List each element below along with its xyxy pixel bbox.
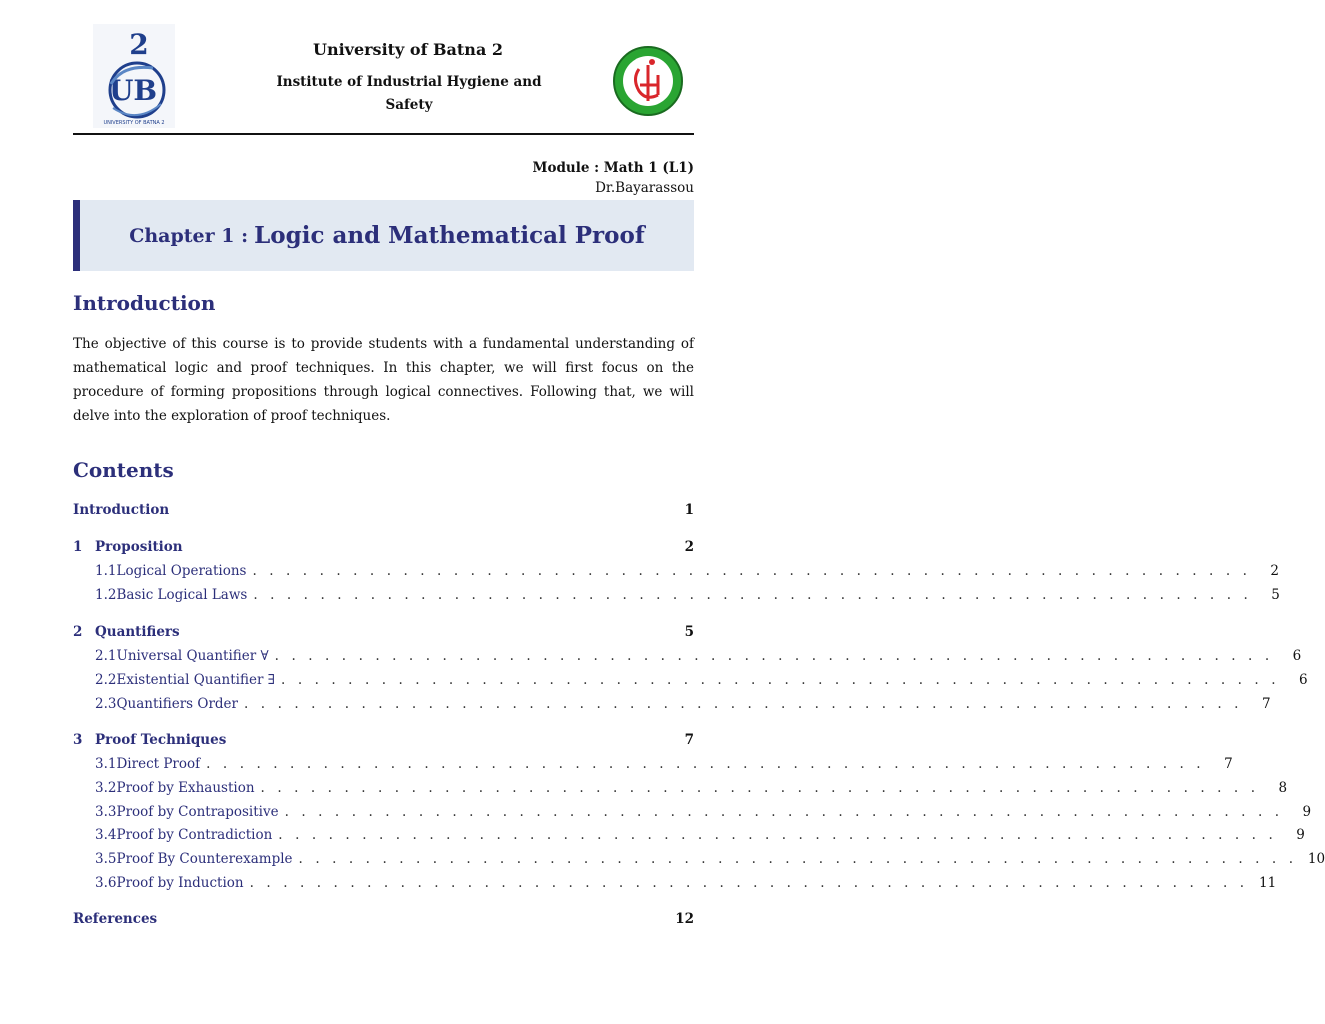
toc-leader-dots: . . . . . . . . . . . . . . . . . . . . . . . . . . . . . . . . . . . . . . . . . . . . . . . . . . . . . . . . . . . . (284, 804, 1284, 820)
toc-entry-section-1[interactable]: 1 Proposition 2 (73, 539, 694, 555)
contents-heading: Contents (73, 458, 174, 482)
author-name: Dr.Bayarassou (595, 180, 694, 196)
toc-entry-1-1[interactable]: 1.1 Logical Operations . . . . . . . . . . . . . . . . . . . . . . . . . . . . . . . . . . . . . . . . . . . . . . . . . . . . . . . . . . . . 2 (95, 563, 1280, 579)
module-name: Module : Math 1 (L1) (532, 160, 694, 176)
toc-leader-dots: . . . . . . . . . . . . . . . . . . . . . . . . . . . . . . . . . . . . . . . . . . . . . . . . . . . . . . . . . . . . (206, 756, 1205, 772)
toc-entry-3-1[interactable]: 3.1 Direct Proof . . . . . . . . . . . . . . . . . . . . . . . . . . . . . . . . . . . . . . . . . . . . . . . . . . . . . . . . . . . . 7 (95, 756, 1233, 772)
toc-entry-section-3[interactable]: 3 Proof Techniques 7 (73, 732, 694, 748)
chapter-accent-bar (73, 200, 80, 271)
svg-text:2: 2 (129, 28, 149, 61)
chapter-heading (80, 200, 694, 271)
institute-logo (612, 45, 684, 117)
module-info (533, 158, 695, 198)
toc-entry-2-1[interactable]: 2.1 Universal Quantifier ∀ . . . . . . . . . . . . . . . . . . . . . . . . . . . . . . . . . . . . . . . . . . . . . . . . . . . . . . . . . . . . 6 (95, 648, 1302, 664)
introduction-heading: Introduction (73, 291, 216, 315)
toc-entry-3-3[interactable]: 3.3 Proof by Contrapositive . . . . . . . . . . . . . . . . . . . . . . . . . . . . . . . . . . . . . . . . . . . . . . . . . . . . . . . . . . . . 9 (95, 804, 1312, 820)
toc-leader-dots: . . . . . . . . . . . . . . . . . . . . . . . . . . . . . . . . . . . . . . . . . . . . . . . . . . . . . . . . . . . . (298, 851, 1298, 867)
toc-entry-references[interactable]: References 12 (73, 911, 694, 927)
toc-leader-dots: . . . . . . . . . . . . . . . . . . . . . . . . . . . . . . . . . . . . . . . . . . . . . . . . . . . . . . . . . . . . (274, 648, 1274, 664)
toc-leader-dots: . . . . . . . . . . . . . . . . . . . . . . . . . . . . . . . . . . . . . . . . . . . . . . . . . . . . . . . . . . . . (252, 563, 1252, 579)
toc-leader-dots: . . . . . . . . . . . . . . . . . . . . . . . . . . . . . . . . . . . . . . . . . . . . . . . . . . . . . . . . . . . . (260, 780, 1260, 796)
institute-name: Institute of Industrial Hygiene and Safety (276, 74, 542, 113)
toc-entry-introduction[interactable]: Introduction 1 (73, 502, 694, 518)
toc-leader-dots: . . . . . . . . . . . . . . . . . . . . . . . . . . . . . . . . . . . . . . . . . . . . . . . . . . . . . . . . . . . . (281, 672, 1280, 688)
toc-entry-2-2[interactable]: 2.2 Existential Quantifier ∃ . . . . . . . . . . . . . . . . . . . . . . . . . . . . . . . . . . . . . . . . . . . . . . . . . . . . . . . . . . . . 6 (95, 672, 1308, 688)
university-logo (93, 24, 175, 128)
toc-entry-3-4[interactable]: 3.4 Proof by Contradiction . . . . . . . . . . . . . . . . . . . . . . . . . . . . . . . . . . . . . . . . . . . . . . . . . . . . . . . . . . . . 9 (95, 827, 1305, 843)
toc-entry-3-5[interactable]: 3.5 Proof By Counterexample . . . . . . . . . . . . . . . . . . . . . . . . . . . . . . . . . . . . . . . . . . . . . . . . . . . . . . . . . . . . 10 (95, 851, 1325, 867)
toc-entry-section-2[interactable]: 2 Quantifiers 5 (73, 624, 694, 640)
toc-leader-dots: . . . . . . . . . . . . . . . . . . . . . . . . . . . . . . . . . . . . . . . . . . . . . . . . . . . . . . . . . . . . (278, 827, 1277, 843)
toc-leader-dots: . . . . . . . . . . . . . . . . . . . . . . . . . . . . . . . . . . . . . . . . . . . . . . . . . . . . . . . . . . . . (244, 696, 1243, 712)
chapter-banner (73, 200, 694, 271)
toc-leader-dots: . . . . . . . . . . . . . . . . . . . . . . . . . . . . . . . . . . . . . . . . . . . . . . . . . . . . . . . . . . . . (253, 587, 1252, 603)
header-divider (73, 133, 694, 135)
toc-entry-3-2[interactable]: 3.2 Proof by Exhaustion . . . . . . . . . . . . . . . . . . . . . . . . . . . . . . . . . . . . . . . . . . . . . . . . . . . . . . . . . . . . 8 (95, 780, 1288, 796)
svg-text:UNIVERSITY OF BATNA 2: UNIVERSITY OF BATNA 2 (103, 120, 165, 126)
chapter-title: Logic and Mathematical Proof (254, 222, 645, 249)
svg-text:UB: UB (108, 74, 158, 107)
toc-leader-dots: . . . . . . . . . . . . . . . . . . . . . . . . . . . . . . . . . . . . . . . . . . . . . . . . . . . . . . . . . . . . (249, 875, 1249, 891)
toc-entry-1-2[interactable]: 1.2 Basic Logical Laws . . . . . . . . . . . . . . . . . . . . . . . . . . . . . . . . . . . . . . . . . . . . . . . . . . . . . . . . . . . . 5 (95, 587, 1280, 603)
toc-entry-2-3[interactable]: 2.3 Quantifiers Order . . . . . . . . . . . . . . . . . . . . . . . . . . . . . . . . . . . . . . . . . . . . . . . . . . . . . . . . . . . . 7 (95, 696, 1271, 712)
toc-entry-3-6[interactable]: 3.6 Proof by Induction . . . . . . . . . . . . . . . . . . . . . . . . . . . . . . . . . . . . . . . . . . . . . . . . . . . . . . . . . . . . 11 (95, 875, 1277, 891)
introduction-paragraph: The objective of this course is to provide students with a fundamental understanding of mathematical logic and proof techniques. In this chapter, we will first focus on the procedure of forming propositions through logical connectives. Following that, we will delve into the exploration of proof techniques. (73, 336, 694, 424)
university-name: University of Batna 2 (312, 40, 504, 59)
chapter-number: Chapter 1 : (129, 224, 249, 247)
